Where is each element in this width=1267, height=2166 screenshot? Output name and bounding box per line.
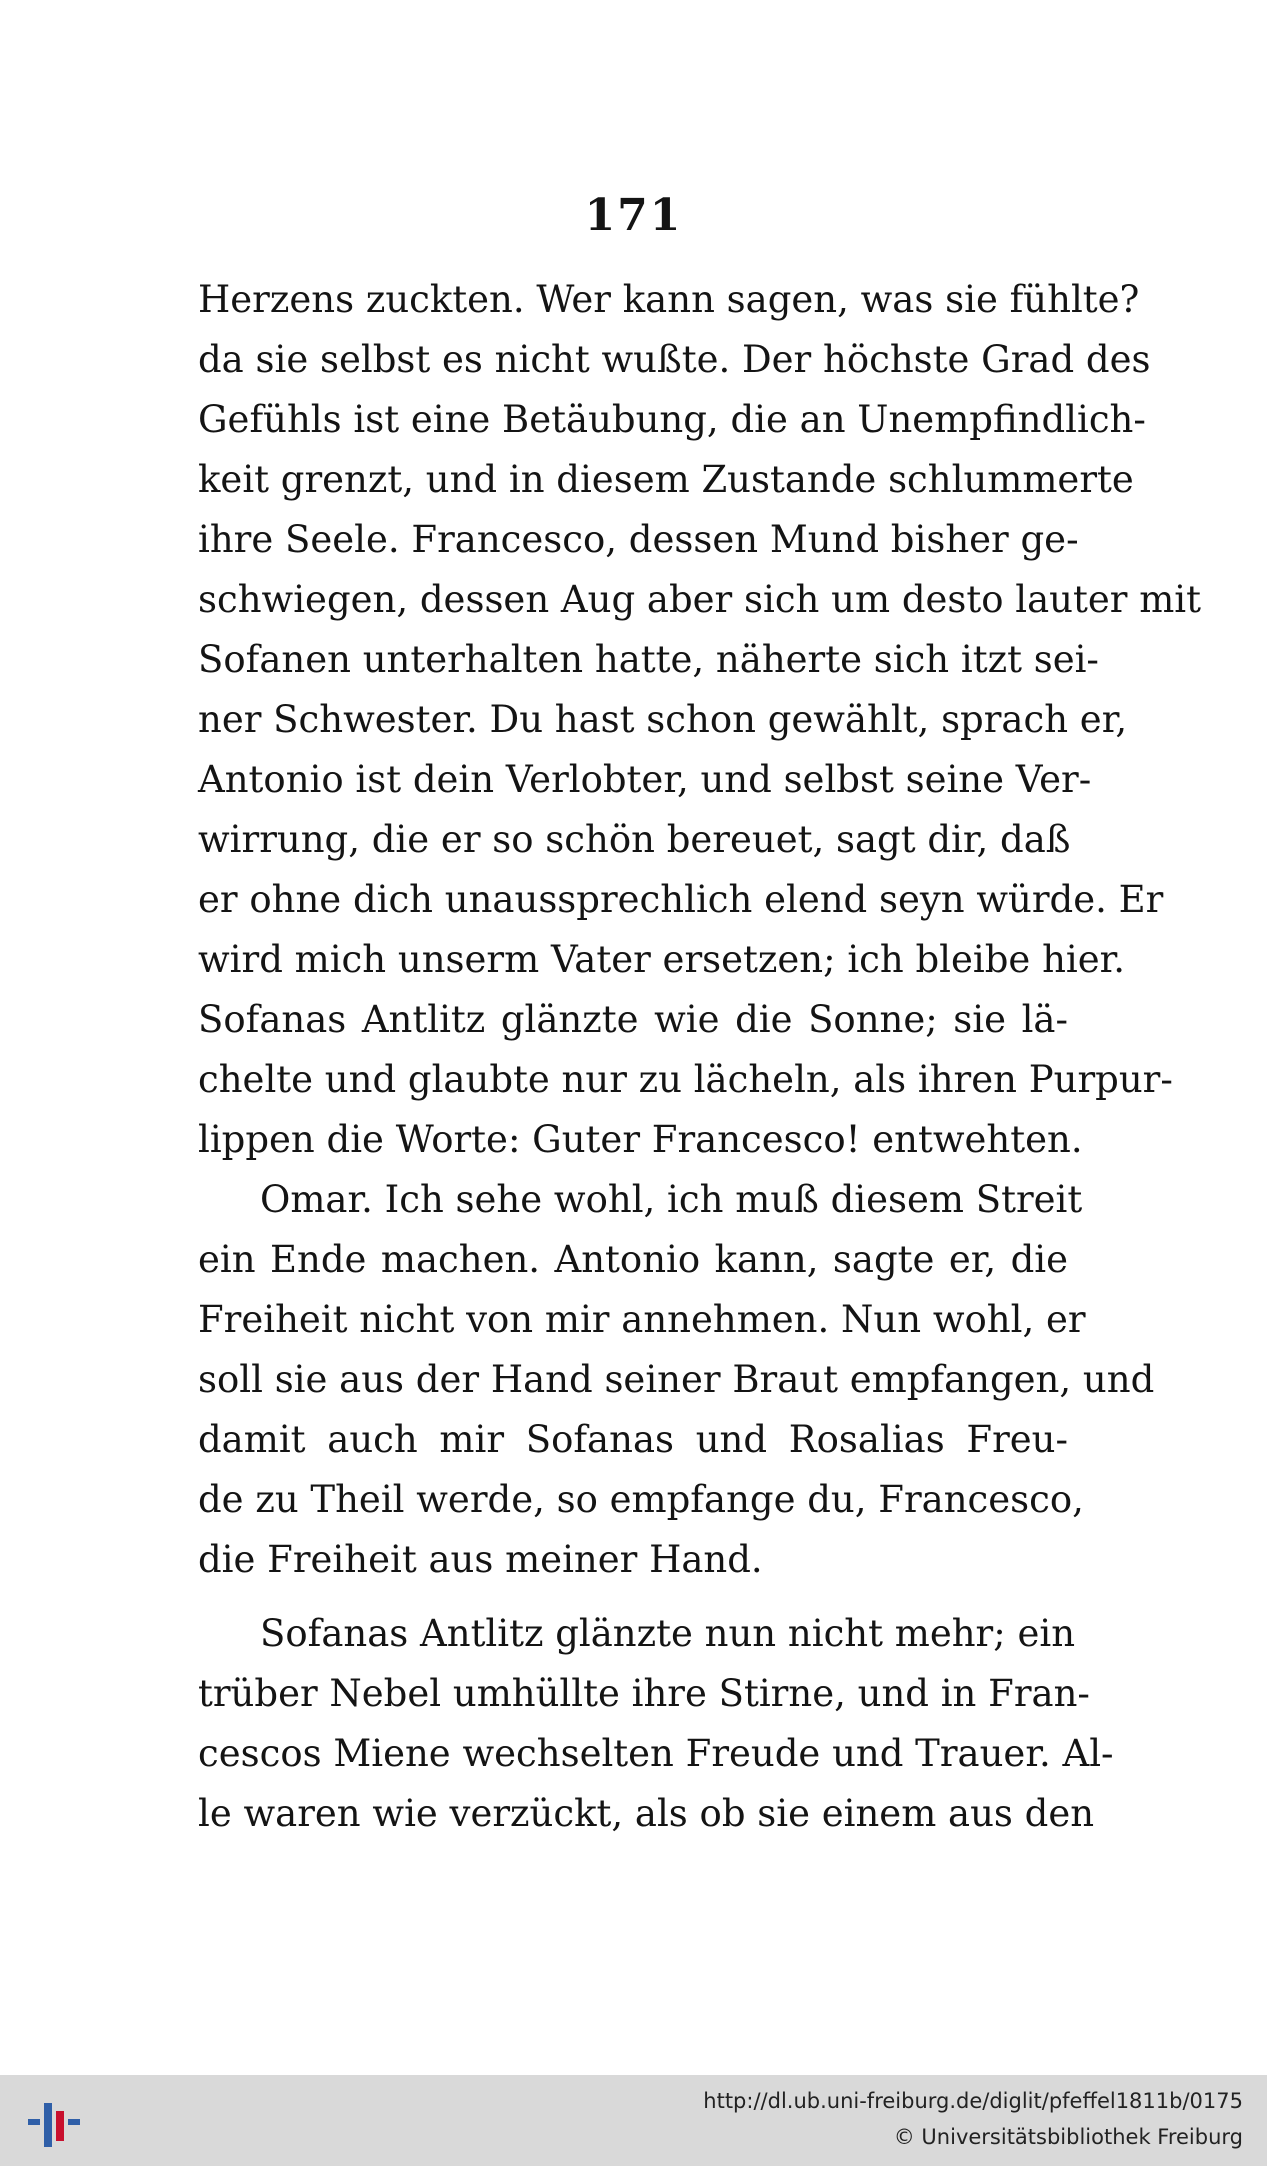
text-line: Sofanen unterhalten hatte, näherte sich itzt sei- — [198, 638, 1099, 681]
text-line: Gefühls ist eine Betäubung, die an Unempfindlich- — [198, 398, 1146, 441]
text-line: wird mich unserm Vater ersetzen; ich bleibe hier. — [198, 938, 1126, 981]
text-line: keit grenzt, und in diesem Zustande schlummerte — [198, 458, 1134, 501]
text-line: schwiegen, dessen Aug aber sich um desto lauter mit — [198, 578, 1202, 621]
viewer-footer — [0, 2075, 1267, 2166]
text-line: er ohne dich unaussprechlich elend seyn würde. Er — [198, 878, 1164, 921]
text-line: Freiheit nicht von mir annehmen. Nun wohl, er — [198, 1298, 1086, 1341]
text-line: cescos Miene wechselten Freude und Trauer. Al- — [198, 1732, 1114, 1775]
copyright-text: © Universitätsbibliothek Freiburg — [893, 2125, 1243, 2149]
text-line: Sofanas Antlitz glänzte wie die Sonne; sie lä- — [198, 998, 1068, 1041]
text-line: lippen die Worte: Guter Francesco! entwehten. — [198, 1118, 1083, 1161]
text-line: damit auch mir Sofanas und Rosalias Freu- — [198, 1418, 1068, 1461]
text-line: ihre Seele. Francesco, dessen Mund bisher ge- — [198, 518, 1079, 561]
permalink-url[interactable]: http://dl.ub.uni-freiburg.de/diglit/pfeffel1811b/0175 — [703, 2089, 1243, 2113]
text-line: de zu Theil werde, so empfange du, Francesco, — [198, 1478, 1084, 1521]
text-line: die Freiheit aus meiner Hand. — [198, 1538, 763, 1581]
text-line: wirrung, die er so schön bereuet, sagt dir, daß — [198, 818, 1071, 861]
text-line: Omar. Ich sehe wohl, ich muß diesem Streit — [260, 1178, 1083, 1221]
text-line: ein Ende machen. Antonio kann, sagte er, die — [198, 1238, 1068, 1281]
paragraph-gap — [198, 1590, 1068, 1604]
text-line: Sofanas Antlitz glänzte nun nicht mehr; ein — [260, 1612, 1076, 1655]
ub-freiburg-logo-icon — [22, 2089, 86, 2153]
text-line: trüber Nebel umhüllte ihre Stirne, und in Fran- — [198, 1672, 1090, 1715]
text-line: chelte und glaubte nur zu lächeln, als ihren Purpur- — [198, 1058, 1173, 1101]
body-text — [198, 270, 1202, 1844]
text-line: soll sie aus der Hand seiner Braut empfangen, und — [198, 1358, 1155, 1401]
text-line: le waren wie verzückt, als ob sie einem aus den — [198, 1792, 1095, 1835]
text-line: ner Schwester. Du hast schon gewählt, sprach er, — [198, 698, 1128, 741]
text-line: da sie selbst es nicht wußte. Der höchste Grad des — [198, 338, 1151, 381]
page-number: 171 — [584, 190, 683, 241]
text-line: Antonio ist dein Verlobter, und selbst seine Ver- — [198, 758, 1092, 801]
text-line: Herzens zuckten. Wer kann sagen, was sie fühlte? — [198, 278, 1140, 321]
